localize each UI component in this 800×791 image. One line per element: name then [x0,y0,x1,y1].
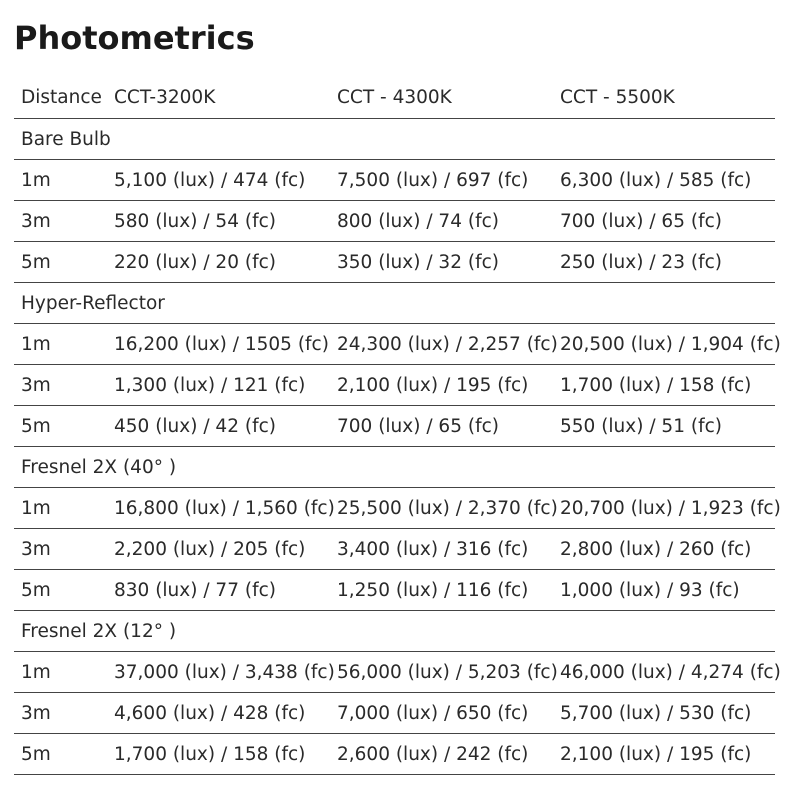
cct-3200k-cell: 450 (lux) / 42 (fc) [114,416,276,437]
cct-5500k-cell: 250 (lux) / 23 (fc) [560,252,722,273]
section-header-row [14,447,775,488]
distance-cell: 3m [21,211,51,232]
table-row [14,488,781,529]
table-row [14,201,775,242]
table-row [14,160,775,201]
distance-cell: 5m [21,580,51,601]
table-row [14,734,775,775]
section-label: Hyper-Reflector [21,293,165,314]
header-cct-3200k: CCT-3200K [114,87,216,108]
cct-4300k-cell: 700 (lux) / 65 (fc) [337,416,499,437]
cct-3200k-cell: 1,700 (lux) / 158 (fc) [114,744,306,765]
page-title: Photometrics [14,19,255,57]
cct-4300k-cell: 2,600 (lux) / 242 (fc) [337,744,529,765]
distance-cell: 1m [21,170,51,191]
cct-4300k-cell: 1,250 (lux) / 116 (fc) [337,580,529,601]
cct-4300k-cell: 56,000 (lux) / 5,203 (fc) [337,662,558,683]
cct-3200k-cell: 580 (lux) / 54 (fc) [114,211,276,232]
table-row [14,652,781,693]
cct-5500k-cell: 1,000 (lux) / 93 (fc) [560,580,740,601]
table-row [14,324,781,365]
cct-3200k-cell: 37,000 (lux) / 3,438 (fc) [114,662,335,683]
header-distance: Distance [21,87,102,108]
distance-cell: 5m [21,744,51,765]
cct-4300k-cell: 800 (lux) / 74 (fc) [337,211,499,232]
cct-5500k-cell: 6,300 (lux) / 585 (fc) [560,170,752,191]
table-header-row [14,77,775,119]
section-label: Bare Bulb [21,129,111,150]
cct-3200k-cell: 5,100 (lux) / 474 (fc) [114,170,306,191]
cct-3200k-cell: 830 (lux) / 77 (fc) [114,580,276,601]
cct-5500k-cell: 1,700 (lux) / 158 (fc) [560,375,752,396]
cct-5500k-cell: 550 (lux) / 51 (fc) [560,416,722,437]
table-row [14,242,775,283]
distance-cell: 5m [21,416,51,437]
section-header-row [14,119,775,160]
section-header-row [14,283,775,324]
header-cct-4300k: CCT - 4300K [337,87,452,108]
table-row [14,529,775,570]
section-label: Fresnel 2X (12° ) [21,621,177,642]
distance-cell: 3m [21,375,51,396]
cct-4300k-cell: 3,400 (lux) / 316 (fc) [337,539,529,560]
cct-5500k-cell: 2,800 (lux) / 260 (fc) [560,539,752,560]
photometrics-table [14,77,781,775]
cct-3200k-cell: 220 (lux) / 20 (fc) [114,252,276,273]
table-body [14,119,781,775]
cct-4300k-cell: 7,500 (lux) / 697 (fc) [337,170,529,191]
distance-cell: 1m [21,334,51,355]
distance-cell: 3m [21,703,51,724]
distance-cell: 3m [21,539,51,560]
table-row [14,406,775,447]
distance-cell: 1m [21,662,51,683]
cct-5500k-cell: 5,700 (lux) / 530 (fc) [560,703,752,724]
section-label: Fresnel 2X (40° ) [21,457,177,478]
section-header-row [14,611,775,652]
cct-4300k-cell: 7,000 (lux) / 650 (fc) [337,703,529,724]
cct-5500k-cell: 20,500 (lux) / 1,904 (fc) [560,334,781,355]
distance-cell: 5m [21,252,51,273]
cct-3200k-cell: 4,600 (lux) / 428 (fc) [114,703,306,724]
cct-4300k-cell: 350 (lux) / 32 (fc) [337,252,499,273]
cct-3200k-cell: 16,800 (lux) / 1,560 (fc) [114,498,335,519]
cct-4300k-cell: 2,100 (lux) / 195 (fc) [337,375,529,396]
cct-4300k-cell: 25,500 (lux) / 2,370 (fc) [337,498,558,519]
distance-cell: 1m [21,498,51,519]
cct-3200k-cell: 16,200 (lux) / 1505 (fc) [114,334,329,355]
header-cct-5500k: CCT - 5500K [560,87,675,108]
cct-4300k-cell: 24,300 (lux) / 2,257 (fc) [337,334,558,355]
table-row [14,693,775,734]
cct-5500k-cell: 20,700 (lux) / 1,923 (fc) [560,498,781,519]
cct-3200k-cell: 2,200 (lux) / 205 (fc) [114,539,306,560]
cct-3200k-cell: 1,300 (lux) / 121 (fc) [114,375,306,396]
table-row [14,570,775,611]
cct-5500k-cell: 46,000 (lux) / 4,274 (fc) [560,662,781,683]
cct-5500k-cell: 2,100 (lux) / 195 (fc) [560,744,752,765]
table-row [14,365,775,406]
cct-5500k-cell: 700 (lux) / 65 (fc) [560,211,722,232]
